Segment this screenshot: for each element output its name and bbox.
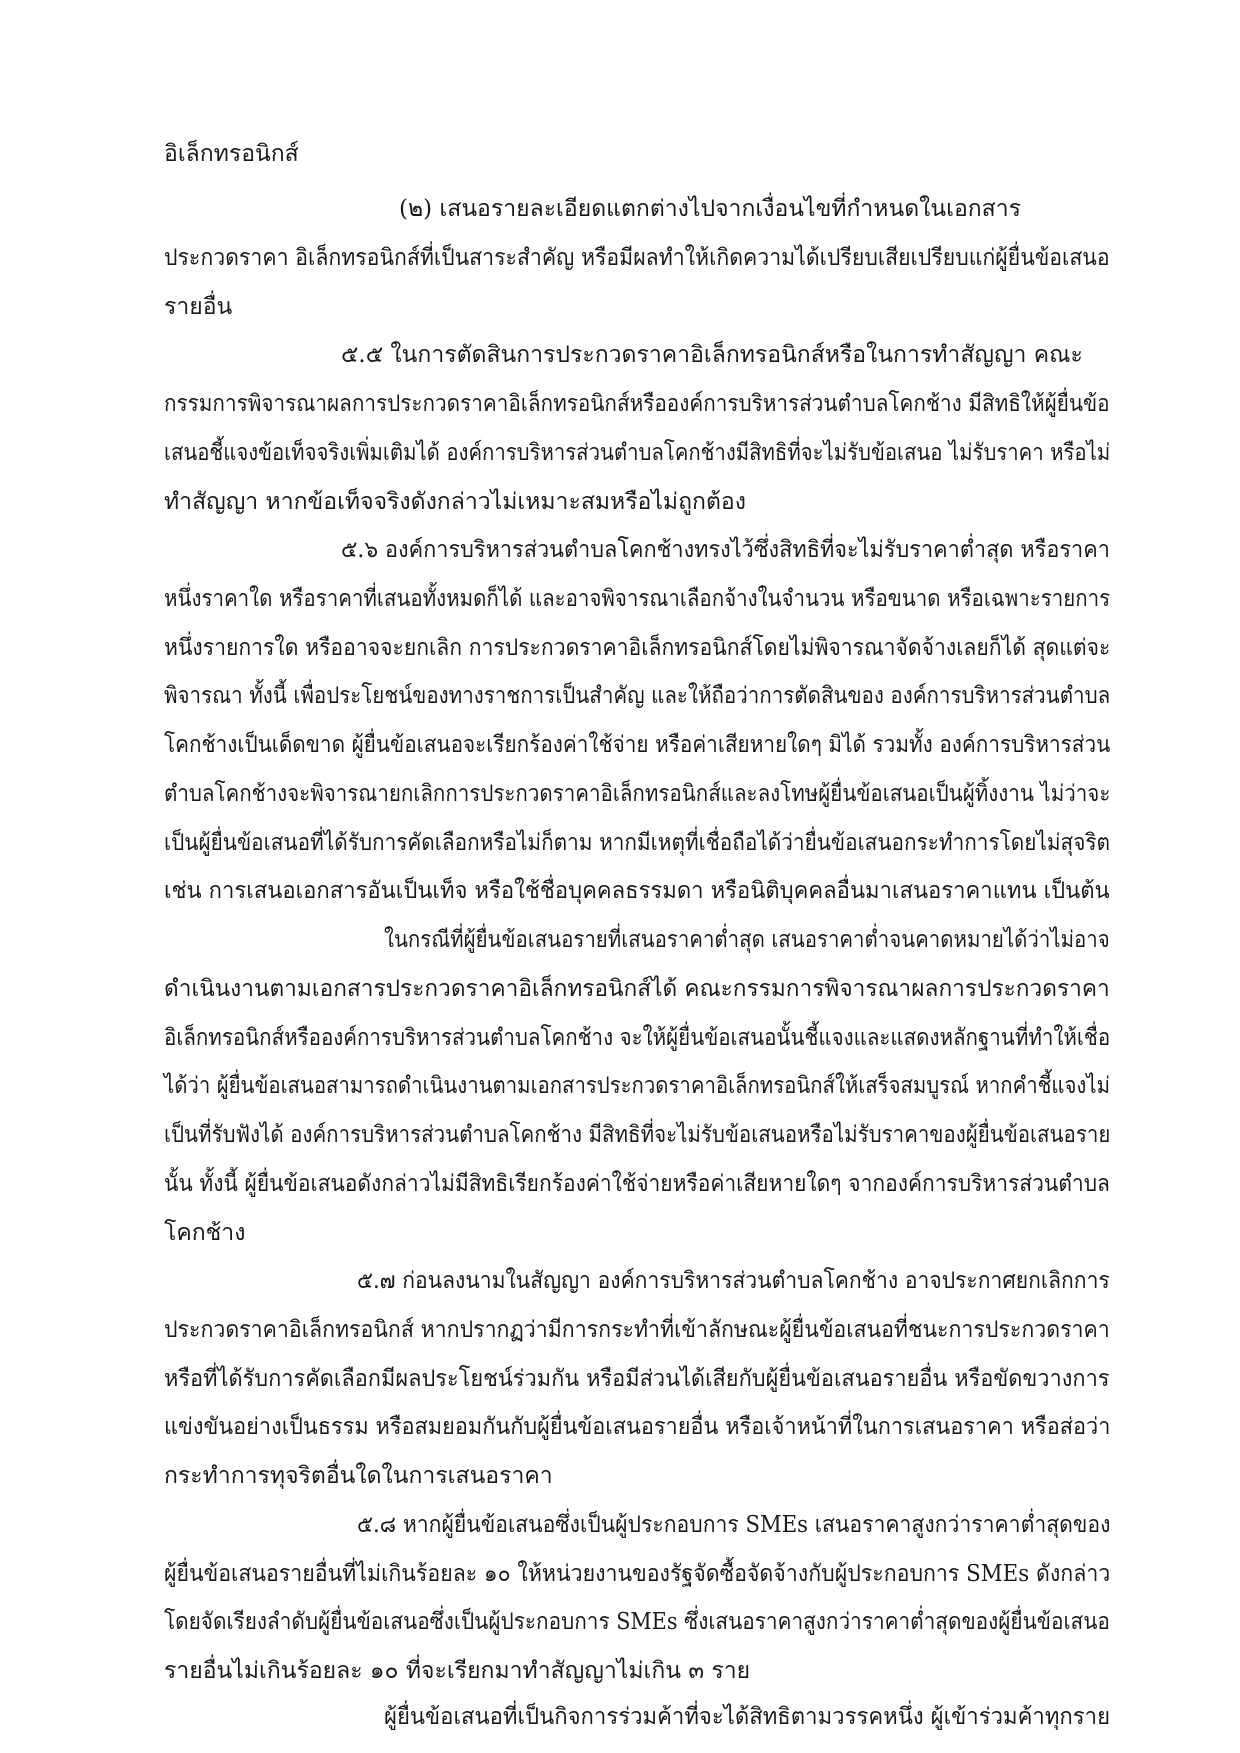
text-line: ดำเนินงานตามเอกสารประกวดราคาอิเล็กทรอนิกส์ได้ คณะกรรมการพิจารณาผลการประกวดราคา (164, 976, 1110, 1002)
text-line: ผู้ยื่นข้อเสนอรายอื่นที่ไม่เกินร้อยละ ๑๐ ให้หน่วยงานของรัฐจัดซื้อจัดจ้างกับผู้ประกอบการ SMEs ดังกล่าว (164, 1561, 1111, 1587)
text-line: ได้ว่า ผู้ยื่นข้อเสนอสามารถดำเนินงานตามเอกสารประกวดราคาอิเล็กทรอนิกส์ให้เสร็จสมบูรณ์ หากคำชี้แจงไม่ (164, 1073, 1111, 1099)
text-line: พิจารณา ทั้งนี้ เพื่อประโยชน์ของทางราชการเป็นสำคัญ และให้ถือว่าการตัดสินของ องค์การบริหารส่วนตำบล (164, 683, 1111, 709)
text-line: ตำบลโคกช้างจะพิจารณายกเลิกการประกวดราคาอิเล็กทรอนิกส์และลงโทษผู้ยื่นข้อเสนอเป็นผู้ทิ้งงาน ไม่ว่าจะ (164, 781, 1111, 807)
text-line: โดยจัดเรียงลำดับผู้ยื่นข้อเสนอซึ่งเป็นผู้ประกอบการ SMEs ซึ่งเสนอราคาสูงกว่าราคาต่ำสุดของผู้ยื่นข้อเสนอ (164, 1609, 1110, 1635)
text-line: ๕.๖ องค์การบริหารส่วนตำบลโคกช้างทรงไว้ซึ่งสิทธิที่จะไม่รับราคาต่ำสุด หรือราคา (341, 537, 1110, 563)
text-line: เช่น การเสนอเอกสารอันเป็นเท็จ หรือใช้ชื่อบุคคลธรรมดา หรือนิติบุคคลอื่นมาเสนอราคาแทน เป็นต้น (164, 878, 1110, 904)
text-line: ๕.๗ ก่อนลงนามในสัญญา องค์การบริหารส่วนตำบลโคกช้าง อาจประกาศยกเลิกการ (357, 1268, 1110, 1294)
text-line: โคกช้าง (164, 1220, 246, 1246)
text-line: ทำสัญญา หากข้อเท็จจริงดังกล่าวไม่เหมาะสมหรือไม่ถูกต้อง (164, 489, 746, 515)
text-line: ประกวดราคาอิเล็กทรอนิกส์ หากปรากฏว่ามีการกระทำที่เข้าลักษณะผู้ยื่นข้อเสนอที่ชนะการประกวดราคา (164, 1317, 1110, 1343)
text-line: อิเล็กทรอนิกส์ (164, 141, 299, 167)
text-line: หนึ่งรายการใด หรืออาจจะยกเลิก การประกวดราคาอิเล็กทรอนิกส์โดยไม่พิจารณาจัดจ้างเลยก็ได้ สุดแต่จะ (164, 635, 1111, 661)
text-line: ผู้ยื่นข้อเสนอที่เป็นกิจการร่วมค้าที่จะได้สิทธิตามวรรคหนึ่ง ผู้เข้าร่วมค้าทุกราย (384, 1704, 1111, 1730)
text-line: หรือที่ได้รับการคัดเลือกมีผลประโยชน์ร่วมกัน หรือมีส่วนได้เสียกับผู้ยื่นข้อเสนอรายอื่น หรือขัดขวางการ (164, 1366, 1110, 1392)
text-line: ประกวดราคา อิเล็กทรอนิกส์ที่เป็นสาระสำคัญ หรือมีผลทำให้เกิดความได้เปรียบเสียเปรียบแก่ผู้ยื่นข้อเสนอ (164, 245, 1110, 271)
text-line: ๕.๘ หากผู้ยื่นข้อเสนอซึ่งเป็นผู้ประกอบการ SMEs เสนอราคาสูงกว่าราคาต่ำสุดของ (357, 1512, 1111, 1538)
text-line: กระทำการทุจริตอื่นใดในการเสนอราคา (164, 1463, 553, 1489)
text-line: นั้น ทั้งนี้ ผู้ยื่นข้อเสนอดังกล่าวไม่มีสิทธิเรียกร้องค่าใช้จ่ายหรือค่าเสียหายใดๆ จากองค์การบริหารส่วนตำบล (164, 1171, 1110, 1197)
text-line: แข่งขันอย่างเป็นธรรม หรือสมยอมกันกับผู้ยื่นข้อเสนอรายอื่น หรือเจ้าหน้าที่ในการเสนอราคา หรือส่อว่า (164, 1414, 1111, 1440)
text-line: เป็นผู้ยื่นข้อเสนอที่ได้รับการคัดเลือกหรือไม่ก็ตาม หากมีเหตุที่เชื่อถือได้ว่ายื่นข้อเสนอกระทำการโดยไม่สุจริต (164, 830, 1111, 856)
text-line: เสนอชี้แจงข้อเท็จจริงเพิ่มเติมได้ องค์การบริหารส่วนตำบลโคกช้างมีสิทธิที่จะไม่รับข้อเสนอ ไม่รับราคา หรือไม่ (164, 440, 1111, 466)
text-line: กรรมการพิจารณาผลการประกวดราคาอิเล็กทรอนิกส์หรือองค์การบริหารส่วนตำบลโคกช้าง มีสิทธิให้ผู้ยื่นข้อ (164, 391, 1110, 417)
text-line: อิเล็กทรอนิกส์หรือองค์การบริหารส่วนตำบลโคกช้าง จะให้ผู้ยื่นข้อเสนอนั้นชี้แจงและแสดงหลักฐานที่ทำให้เชื่อ (164, 1025, 1111, 1051)
text-line: โคกช้างเป็นเด็ดขาด ผู้ยื่นข้อเสนอจะเรียกร้องค่าใช้จ่าย หรือค่าเสียหายใดๆ มิได้ รวมทั้ง องค์การบริหารส่วน (164, 732, 1111, 758)
text-line: รายอื่น (164, 294, 233, 320)
text-line: เป็นที่รับฟังได้ องค์การบริหารส่วนตำบลโคกช้าง มีสิทธิที่จะไม่รับข้อเสนอหรือไม่รับราคาของผู้ยื่นข้อเสนอราย (164, 1122, 1111, 1148)
text-line: หนึ่งราคาใด หรือราคาที่เสนอทั้งหมดก็ได้ และอาจพิจารณาเลือกจ้างในจำนวน หรือขนาด หรือเฉพาะรายการ (164, 586, 1111, 612)
text-line: รายอื่นไม่เกินร้อยละ ๑๐ ที่จะเรียกมาทำสัญญาไม่เกิน ๓ ราย (164, 1658, 751, 1684)
text-line: ๕.๕ ในการตัดสินการประกวดราคาอิเล็กทรอนิกส์หรือในการทำสัญญา คณะ (341, 342, 1083, 368)
text-line: (๒) เสนอรายละเอียดแตกต่างไปจากเงื่อนไขที่กำหนดในเอกสาร (399, 196, 1021, 222)
text-line: ในกรณีที่ผู้ยื่นข้อเสนอรายที่เสนอราคาต่ำสุด เสนอราคาต่ำจนคาดหมายได้ว่าไม่อาจ (384, 927, 1110, 953)
